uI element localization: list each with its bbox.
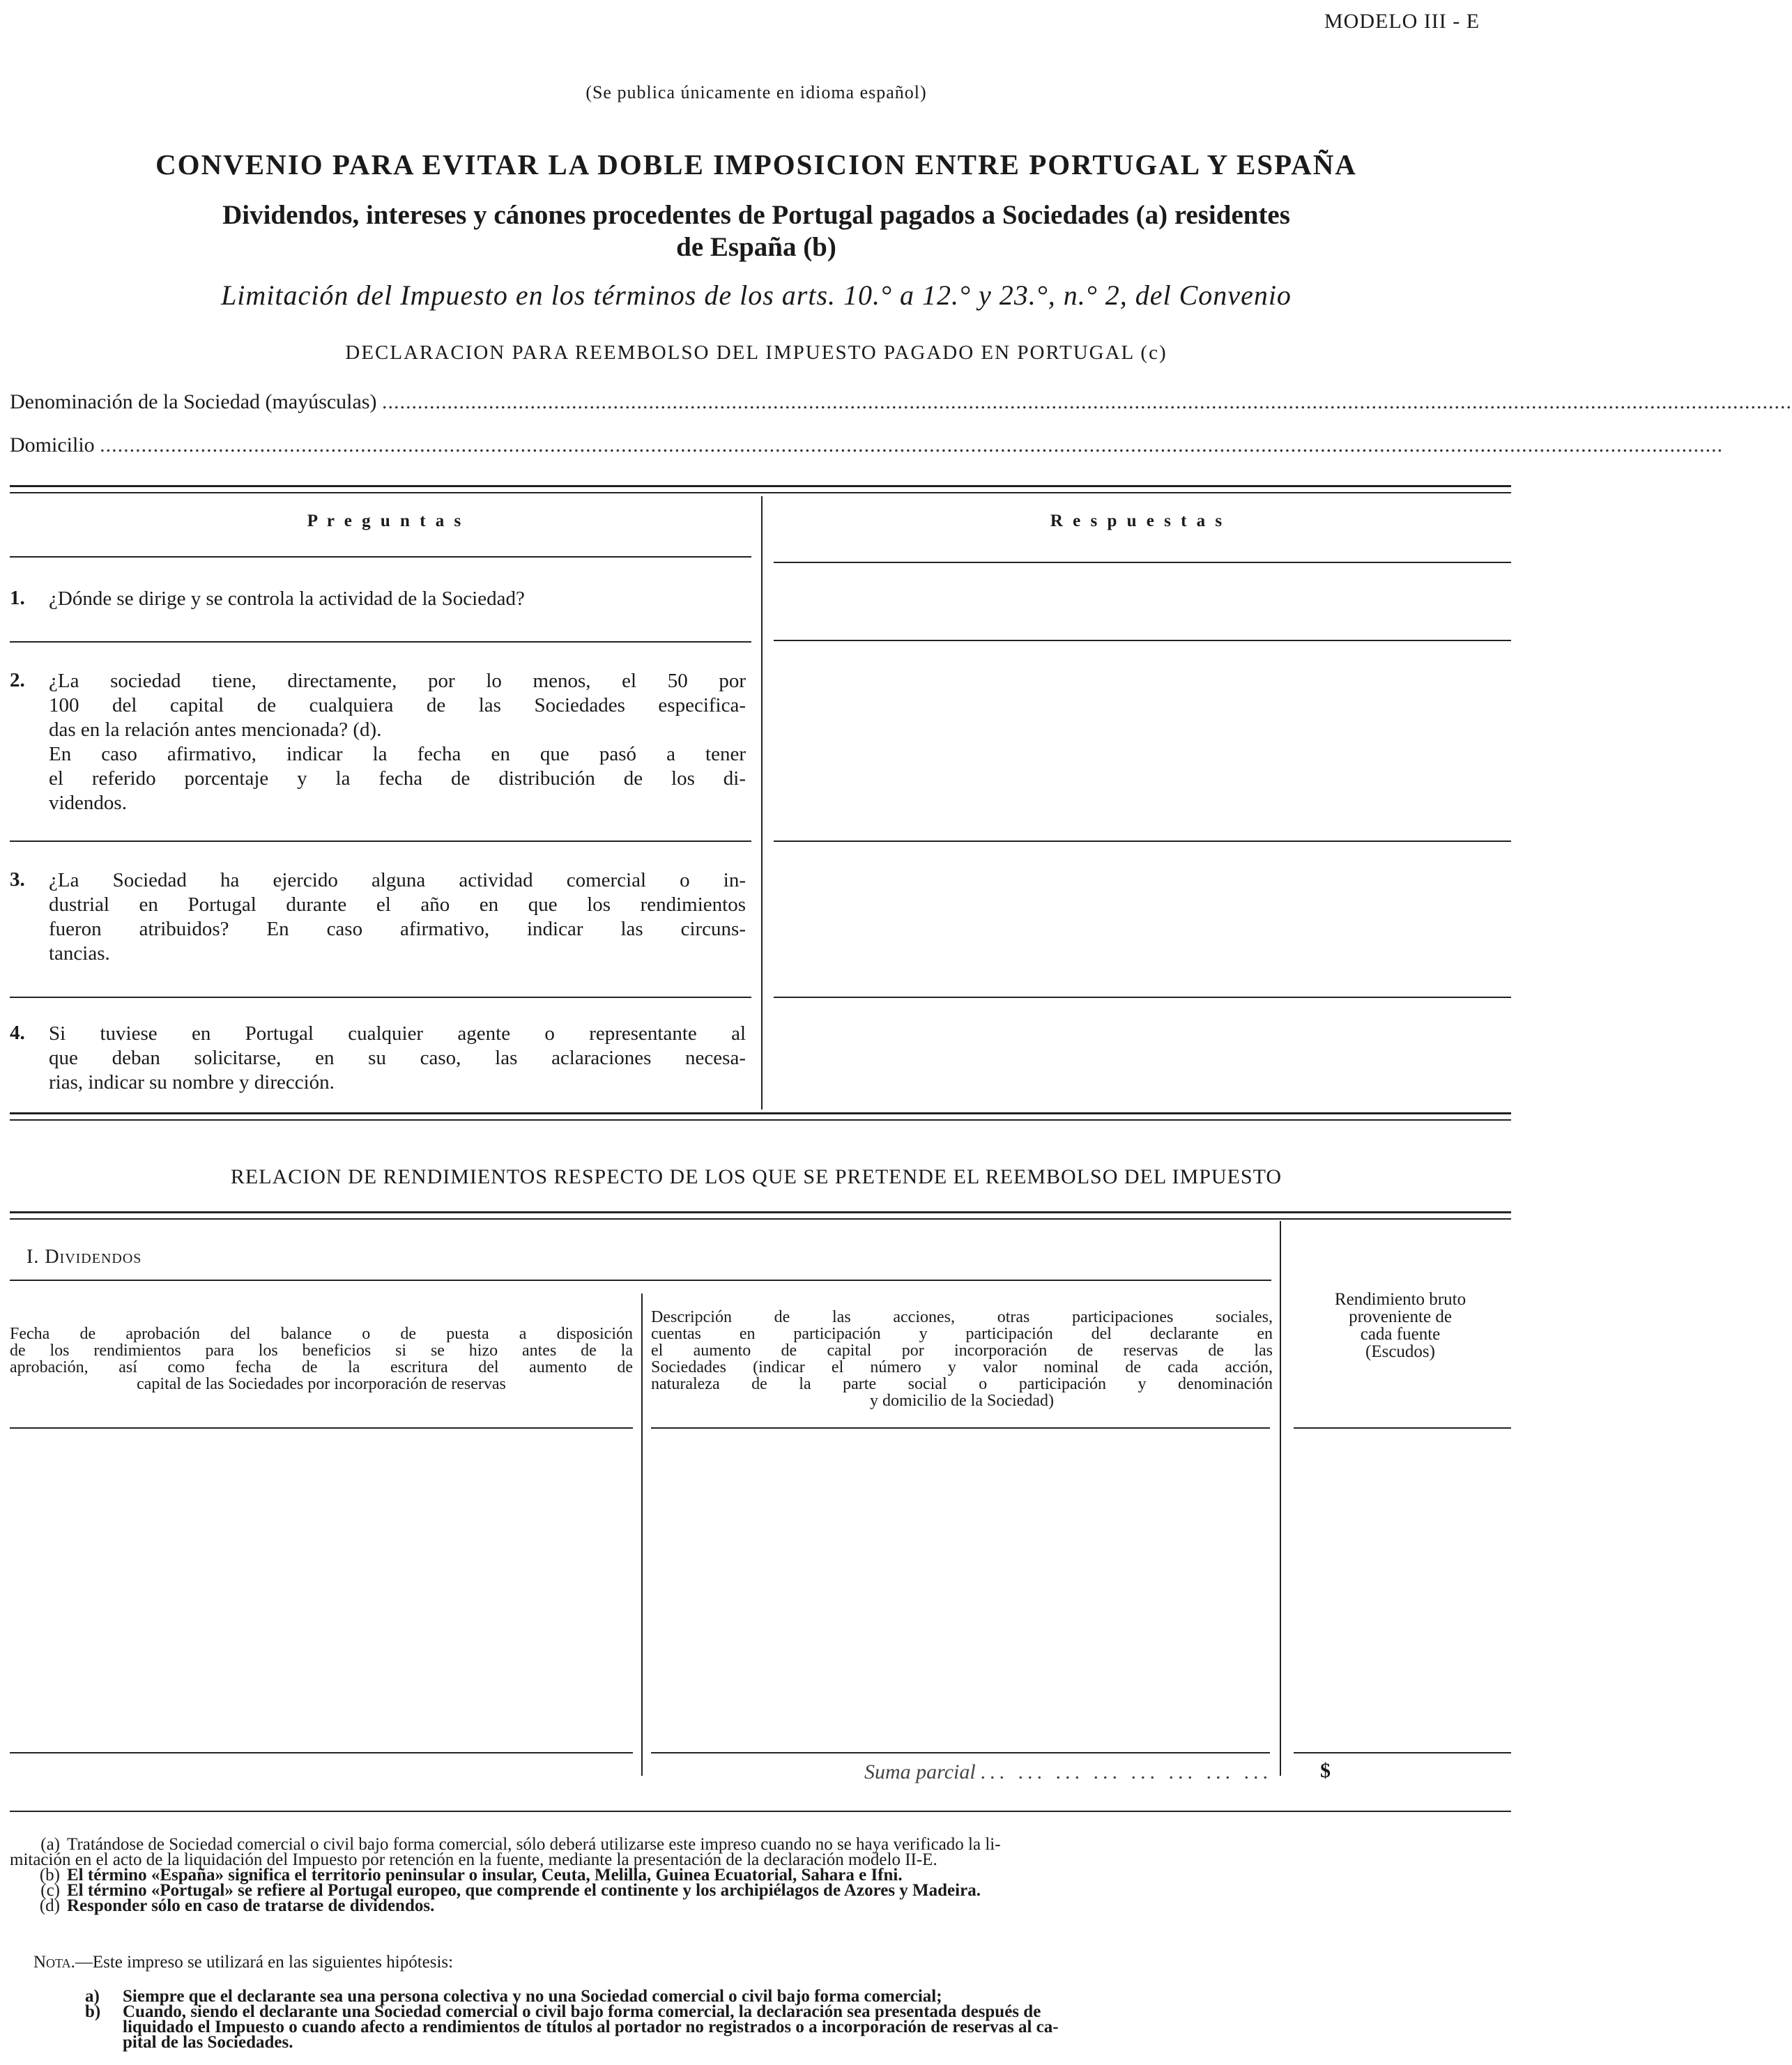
table-top-rule-2 <box>10 492 1511 493</box>
nota-item-line: pital de las Sociedades. <box>123 2033 293 2052</box>
declaration-heading: DECLARACION PARA REEMBOLSO DEL IMPUESTO PAGADO EN PORTUGAL (c) <box>345 341 1167 364</box>
header-line: y domicilio de la Sociedad) <box>870 1392 1054 1410</box>
div-divider-mid <box>641 1293 643 1776</box>
page-title: CONVENIO PARA EVITAR LA DOBLE IMPOSICION ENTRE PORTUGAL Y ESPAÑA <box>155 148 1357 181</box>
header-line: aprobación, así como fecha de la escritura del aumento de <box>10 1358 633 1376</box>
nota-item-mark: a) <box>85 1987 100 2006</box>
col-descripcion-header <box>651 1309 1273 1409</box>
div-top-rule <box>10 1211 1511 1213</box>
question-line: fueron atribuidos? En caso afirmativo, indicar las circuns- <box>49 918 746 940</box>
question-line: das en la relación antes mencionada? (d). <box>49 719 382 741</box>
footnote-text: Responder sólo en caso de tratarse de dividendos. <box>67 1896 435 1915</box>
header-line: cada fuente <box>1360 1325 1441 1344</box>
row-rule-left <box>10 997 751 998</box>
rendimiento-entry-area[interactable] <box>1282 1430 1511 1751</box>
col-rendimiento-header <box>1289 1291 1511 1360</box>
div-section-rule <box>10 1280 1271 1281</box>
domicilio-field[interactable] <box>10 433 1724 457</box>
footnote-text: El término «España» significa el territorio peninsular o insular, Ceuta, Melilla, Guinea Ecuatorial, Sahara e Ifni. <box>67 1866 903 1884</box>
footnote-text: Tratándose de Sociedad comercial o civil bajo forma comercial, sólo deberá utilizarse este impreso cuando no se haya verificado la li- <box>67 1835 1001 1854</box>
div-bottom-rule <box>10 1811 1511 1812</box>
suma-parcial <box>864 1760 1273 1784</box>
table-top-rule <box>10 485 1511 487</box>
header-line: Rendimiento bruto <box>1334 1290 1466 1309</box>
question-number: 3. <box>10 868 25 891</box>
question-line: 100 del capital de cualquiera de las Sociedades especifica- <box>49 694 746 716</box>
div-sum-rule-3 <box>1294 1752 1511 1753</box>
header-line: naturaleza de la parte social o participación y denominación <box>651 1375 1273 1393</box>
nota-items <box>85 1987 1510 2052</box>
question-line: Si tuviese en Portugal cualquier agente o representante al <box>49 1022 746 1045</box>
col-preguntas-header: P r e g u n t a s <box>307 512 464 530</box>
div-sum-rule-1 <box>10 1752 633 1753</box>
question-number: 1. <box>10 587 25 609</box>
subtitle-line1: Dividendos, intereses y cánones procedentes de Portugal pagados a Sociedades (a) residentes <box>222 200 1290 230</box>
subtitle-line2: de España (b) <box>676 232 836 262</box>
question-line: el referido porcentaje y la fecha de distribución de los di- <box>49 767 746 790</box>
question-line: ¿La Sociedad ha ejercido alguna actividad comercial o in- <box>49 869 746 891</box>
footnote <box>10 1898 1511 1914</box>
suma-parcial-label: Suma parcial <box>864 1760 976 1783</box>
header-line: (Escudos) <box>1365 1342 1435 1361</box>
footnote-text: El término «Portugal» se refiere al Portugal europeo, que comprende el continente y los archipiélagos de Azores y Madeira. <box>67 1881 981 1900</box>
modelo-label: MODELO III - E <box>1324 10 1480 33</box>
question-number: 4. <box>10 1022 25 1044</box>
nota-item-line: Cuando, siendo el declarante una Sociedad comercial o civil bajo forma comercial, la declaración sea presentada después de <box>123 2002 1041 2021</box>
header-line: cuentas en participación y participación del declarante en <box>651 1325 1273 1343</box>
div-sum-rule-2 <box>651 1752 1270 1753</box>
header-line: capital de las Sociedades por incorporación de reservas <box>137 1375 506 1393</box>
header-line: Fecha de aprobación del balance o de puesta a disposición <box>10 1325 633 1343</box>
answer-line[interactable] <box>774 840 1511 842</box>
div-top-rule-2 <box>10 1218 1511 1220</box>
header-line: de los rendimientos para los beneficios si se hizo antes de la <box>10 1342 633 1360</box>
question-line: En caso afirmativo, indicar la fecha en que pasó a tener <box>49 743 746 765</box>
header-line: Descripción de las acciones, otras participaciones sociales, <box>651 1308 1273 1326</box>
div-header-rule-1 <box>10 1427 633 1429</box>
col-respuestas-header: R e s p u e s t a s <box>1050 512 1225 530</box>
footnote-text: mitación en el acto de la liquidación del Impuesto por retención en la fuente, mediante la presentación de la declaración modelo II-E. <box>10 1850 937 1869</box>
domicilio-label: Domicilio <box>10 433 95 456</box>
denominacion-dots: .............................................................................................................................................................................................................................................. <box>382 390 1792 413</box>
question-line: rias, indicar su nombre y dirección. <box>49 1071 335 1093</box>
header-line: el aumento de capital por incorporación de reservas de las <box>651 1342 1273 1360</box>
nota-label: Nota. <box>33 1953 75 1972</box>
question-number: 2. <box>10 669 25 691</box>
denominacion-label: Denominación de la Sociedad (mayúsculas) <box>10 390 377 413</box>
footnote-mark: (c) <box>40 1881 60 1900</box>
table-bottom-rule-2 <box>10 1119 1511 1121</box>
question-line: que deban solicitarse, en su caso, las aclaraciones necesa- <box>49 1047 746 1069</box>
relacion-heading: RELACION DE RENDIMIENTOS RESPECTO DE LOS QUE SE PRETENDE EL REEMBOLSO DEL IMPUESTO <box>230 1165 1282 1188</box>
header-line: proveniente de <box>1349 1307 1452 1326</box>
currency-symbol: $ <box>1320 1759 1331 1782</box>
descripcion-entry-area[interactable] <box>644 1430 1276 1751</box>
suma-parcial-dots: ... ... ... ... ... ... ... ... <box>981 1760 1273 1783</box>
publication-note: (Se publica únicamente en idioma español) <box>585 82 927 102</box>
nota-line <box>33 1953 453 1972</box>
col-fecha-header <box>10 1326 633 1392</box>
answer-line[interactable] <box>774 640 1511 641</box>
table-bottom-rule <box>10 1112 1511 1114</box>
row-rule-left <box>10 840 751 842</box>
div-header-rule-3 <box>1294 1427 1511 1429</box>
row-rule-left <box>10 641 751 643</box>
question-line: dustrial en Portugal durante el año en que los rendimientos <box>49 893 746 916</box>
italic-subheading: Limitación del Impuesto en los términos de los arts. 10.° a 12.° y 23.°, n.° 2, del Convenio <box>221 279 1292 311</box>
denominacion-field[interactable] <box>10 390 1792 414</box>
footnotes <box>10 1837 1511 1914</box>
nota-text: —Este impreso se utilizará en las siguientes hipótesis: <box>75 1953 454 1972</box>
nota-item-line: Siempre que el declarante sea una persona colectiva y no una Sociedad comercial o civil bajo forma comercial; <box>123 1987 942 2006</box>
table-column-divider <box>761 496 763 1110</box>
header-rule-left <box>10 556 751 558</box>
dividendos-section-label: I. Dividendos <box>26 1246 142 1268</box>
nota-item <box>85 2002 1510 2052</box>
domicilio-dots: .................................................................................................................................................................................................................................................................................. <box>100 433 1724 456</box>
answer-line[interactable] <box>774 997 1511 998</box>
div-divider-right <box>1280 1221 1281 1776</box>
fecha-entry-area[interactable] <box>10 1430 637 1751</box>
question-line: ¿La sociedad tiene, directamente, por lo menos, el 50 por <box>49 670 746 692</box>
question-line: tancias. <box>49 942 110 965</box>
question-line: ¿Dónde se dirige y se controla la actividad de la Sociedad? <box>49 588 525 610</box>
footnote-mark: (a) <box>40 1835 60 1854</box>
nota-item-line: liquidado el Impuesto o cuando afecto a rendimientos de títulos al portador no registrados o a incorporación de reservas al ca- <box>123 2018 1059 2036</box>
div-header-rule-2 <box>651 1427 1270 1429</box>
header-rule-right <box>774 562 1511 563</box>
question-line: videndos. <box>49 792 127 814</box>
nota-item-mark: b) <box>85 2002 101 2021</box>
footnote-mark: (d) <box>39 1896 60 1915</box>
footnote-mark: (b) <box>39 1866 60 1884</box>
header-line: Sociedades (indicar el número y valor nominal de cada acción, <box>651 1358 1273 1376</box>
